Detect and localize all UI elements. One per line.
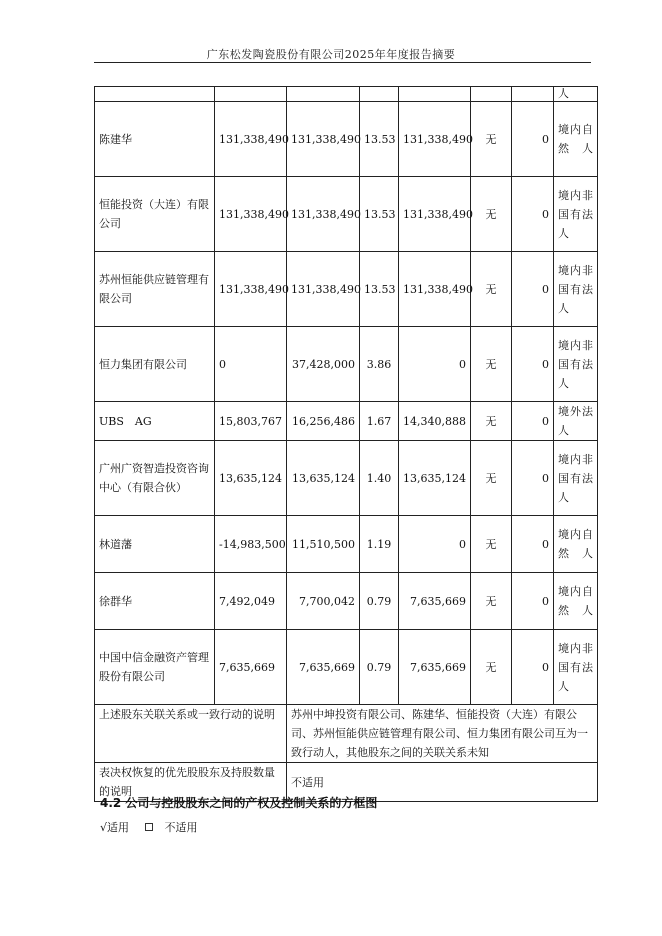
pledge-quantity-cell: 0	[512, 402, 554, 441]
section-title: 4.2 公司与控股股东之间的产权及控制关系的方框图	[100, 796, 378, 810]
nature-cell: 境外法人	[554, 402, 598, 441]
pledge-status-cell: 无	[471, 177, 512, 252]
restricted-shares-cell: 14,340,888	[399, 402, 471, 441]
nature-cell: 境内非国有法人	[554, 252, 598, 327]
shareholder-table	[94, 86, 598, 802]
pledge-status-cell: 无	[471, 102, 512, 177]
change-cell: 131,338,490	[215, 177, 287, 252]
shareholder-name: 林道藩	[95, 516, 215, 573]
applicability-options	[100, 819, 222, 835]
restricted-shares-cell: 7,635,669	[399, 630, 471, 705]
change-cell: 13,635,124	[215, 441, 287, 516]
restricted-shares-cell: 131,338,490	[399, 102, 471, 177]
shareholder-name: 陈建华	[95, 102, 215, 177]
pledge-status-cell: 无	[471, 516, 512, 573]
change-cell: 131,338,490	[215, 252, 287, 327]
percentage-cell: 13.53	[360, 252, 399, 327]
restricted-shares-cell: 0	[399, 327, 471, 402]
restricted-shares-cell: 131,338,490	[399, 252, 471, 327]
nature-cell: 境内非国有法人	[554, 441, 598, 516]
shares-held-cell: 131,338,490	[287, 252, 360, 327]
percentage-cell: 13.53	[360, 177, 399, 252]
option-not-applicable-label: 不适用	[164, 821, 198, 834]
note-value: 苏州中坤投资有限公司、陈建华、恒能投资（大连）有限公司、苏州恒能供应链管理有限公司、恒力集团有限公司互为一致行动人，其他股东之间的关联关系未知	[287, 705, 598, 763]
restricted-shares-cell: 13,635,124	[399, 441, 471, 516]
restricted-shares-cell: 131,338,490	[399, 177, 471, 252]
nature-cell: 境内自然人	[554, 102, 598, 177]
shareholder-name: 恒力集团有限公司	[95, 327, 215, 402]
table-row	[95, 327, 598, 402]
table-row	[95, 441, 598, 516]
restricted-shares-cell: 0	[399, 516, 471, 573]
table-cell	[95, 87, 215, 102]
pledge-quantity-cell: 0	[512, 252, 554, 327]
shareholder-name: 苏州恒能供应链管理有限公司	[95, 252, 215, 327]
shares-held-cell: 16,256,486	[287, 402, 360, 441]
table-cell	[471, 87, 512, 102]
percentage-cell: 0.79	[360, 573, 399, 630]
nature-cell: 境内非国有法人	[554, 630, 598, 705]
shareholder-name: 广州广资智造投资咨询中心（有限合伙）	[95, 441, 215, 516]
table-cell	[287, 87, 360, 102]
pledge-quantity-cell: 0	[512, 441, 554, 516]
header-rule	[94, 62, 591, 63]
option-not-applicable	[145, 821, 210, 834]
shareholder-name: 徐群华	[95, 573, 215, 630]
pledge-status-cell: 无	[471, 573, 512, 630]
nature-cell: 境内自然人	[554, 516, 598, 573]
pledge-quantity-cell: 0	[512, 516, 554, 573]
shares-held-cell: 37,428,000	[287, 327, 360, 402]
checkbox-icon	[145, 823, 153, 831]
note-row	[95, 705, 598, 763]
table-row	[95, 630, 598, 705]
table-cell	[399, 87, 471, 102]
change-cell: 0	[215, 327, 287, 402]
shareholder-name: 恒能投资（大连）有限公司	[95, 177, 215, 252]
nature-cell: 境内非国有法人	[554, 177, 598, 252]
percentage-cell: 1.19	[360, 516, 399, 573]
percentage-cell: 1.67	[360, 402, 399, 441]
pledge-status-cell: 无	[471, 402, 512, 441]
restricted-shares-cell: 7,635,669	[399, 573, 471, 630]
pledge-quantity-cell: 0	[512, 327, 554, 402]
percentage-cell: 1.40	[360, 441, 399, 516]
nature-cell: 境内自然人	[554, 573, 598, 630]
table-row	[95, 252, 598, 327]
shareholder-name: UBS AG	[95, 402, 215, 441]
note-value: 不适用	[287, 763, 598, 802]
nature-cell: 境内非国有法人	[554, 327, 598, 402]
change-cell: 131,338,490	[215, 102, 287, 177]
shareholder-name: 中国中信金融资产管理股份有限公司	[95, 630, 215, 705]
pledge-status-cell: 无	[471, 252, 512, 327]
table-row-fragment	[95, 87, 598, 102]
shares-held-cell: 131,338,490	[287, 177, 360, 252]
change-cell: -14,983,500	[215, 516, 287, 573]
note-label: 上述股东关联关系或一致行动的说明	[95, 705, 287, 763]
pledge-quantity-cell: 0	[512, 102, 554, 177]
table-row	[95, 102, 598, 177]
percentage-cell: 3.86	[360, 327, 399, 402]
table-cell	[215, 87, 287, 102]
shares-held-cell: 7,635,669	[287, 630, 360, 705]
table-row	[95, 177, 598, 252]
table-cell	[360, 87, 399, 102]
pledge-quantity-cell: 0	[512, 630, 554, 705]
percentage-cell: 0.79	[360, 630, 399, 705]
table-row	[95, 402, 598, 441]
percentage-cell: 13.53	[360, 102, 399, 177]
pledge-status-cell: 无	[471, 327, 512, 402]
note-label: 表决权恢复的优先股股东及持股数量的说明	[95, 763, 287, 802]
pledge-status-cell: 无	[471, 441, 512, 516]
nature-cell: 人	[554, 87, 598, 102]
pledge-quantity-cell: 0	[512, 573, 554, 630]
change-cell: 7,492,049	[215, 573, 287, 630]
table-row	[95, 573, 598, 630]
pledge-quantity-cell: 0	[512, 177, 554, 252]
page-header: 广东松发陶瓷股份有限公司2025年年度报告摘要	[206, 48, 456, 61]
change-cell: 15,803,767	[215, 402, 287, 441]
table-row	[95, 516, 598, 573]
shares-held-cell: 7,700,042	[287, 573, 360, 630]
option-applicable: √适用	[100, 821, 130, 834]
table-cell	[512, 87, 554, 102]
change-cell: 7,635,669	[215, 630, 287, 705]
shares-held-cell: 13,635,124	[287, 441, 360, 516]
shares-held-cell: 11,510,500	[287, 516, 360, 573]
pledge-status-cell: 无	[471, 630, 512, 705]
shares-held-cell: 131,338,490	[287, 102, 360, 177]
